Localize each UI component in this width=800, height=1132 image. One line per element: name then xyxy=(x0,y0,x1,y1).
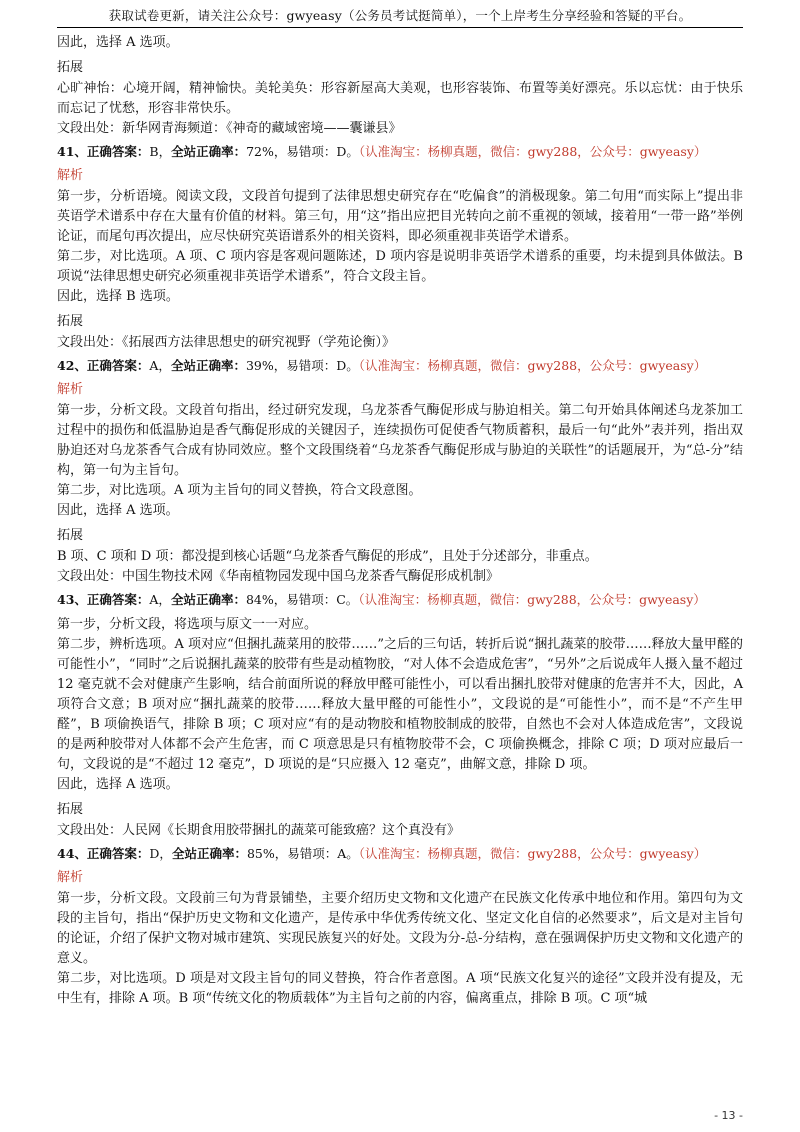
analysis-paragraph: 第一步，分析文段，将选项与原文一一对应。 xyxy=(57,617,318,632)
conclusion: 因此，选择 B 选项。 xyxy=(57,289,179,304)
promo-text: （认准淘宝：杨柳真题，微信：gwy288，公众号：gwyeasy） xyxy=(358,144,707,159)
conclusion: 因此，选择 A 选项。 xyxy=(57,35,179,50)
promo-text: （认准淘宝：杨柳真题，微信：gwy288，公众号：gwyeasy） xyxy=(358,846,707,861)
answer-number: 44、正确答案： xyxy=(57,846,150,861)
promo-text: （认准淘宝：杨柳真题，微信：gwy288，公众号：gwyeasy） xyxy=(358,358,707,373)
extension-text: 心旷神怡：心境开阔，精神愉快。美轮美奂：形容新屋高大美观，也形容装饰、布置等美好漂亮。乐以忘忧：由于快乐而忘记了忧愁，形容非常快乐。 xyxy=(57,81,743,116)
page-header-banner: 获取试卷更新，请关注公众号：gwyeasy（公务员考试挺简单），一个上岸考生分享经验和答疑的平台。 xyxy=(108,8,692,23)
conclusion: 因此，选择 A 选项。 xyxy=(57,777,179,792)
extension-label: 拓展 xyxy=(57,802,84,817)
conclusion: 因此，选择 A 选项。 xyxy=(57,503,179,518)
extension-label: 拓展 xyxy=(57,314,84,329)
extension-label: 拓展 xyxy=(57,528,84,543)
answer-value: A， xyxy=(149,592,171,607)
answer-line-44 xyxy=(57,843,743,865)
analysis-paragraph: 第二步，辨析选项。A 项对应“但捆扎蔬菜用的胶带……”之后的三句话，转折后说“捆扎蔬菜的胶带……释放大量甲醛的可能性小”，“同时”之后说捆扎蔬菜的胶带有些是动植物胶，“对人体不会造成危害”，“另外”之后说成年人摄入量不超过 12 毫克就不会对健康产生影响，结合前面所说的释放甲醛可能性小，可以看出捆扎胶带对健康的危害并不大，因此，A 项符合文意；B 项对应“捆扎蔬菜的胶带……释放大量甲醛的可能性小”，文段说的是“可能性小”，而不是“不产生甲醛”，B 项偷换语气，排除 B 项；C 项对应“有的是动物胶和植物胶制成的胶带，自然也不会对人体造成危害”，文段说的是两种胶带对人体都不会产生危害，而 C 项意思是只有植物胶带不会，C 项偷换概念，排除 C 项；D 项对应最后一句，文段说的是“不超过 12 毫克”，D 项说的是“只应摄入 12 毫克”，曲解文意，排除 D 项。 xyxy=(57,637,743,772)
analysis-label: 解析 xyxy=(57,870,84,885)
page-number: - 13 - xyxy=(714,1109,743,1122)
analysis-paragraph: 第一步，分析文段。文段首句指出，经过研究发现，乌龙茶香气酶促形成与胁迫相关。第二句开始具体阐述乌龙茶加工过程中的损伤和低温胁迫是香气酶促形成的关键因子，连续损伤可促使香气物质蓄积，最后一句“此外”表并列，指出双胁迫还对乌龙茶香气合成有协同效应。整个文段围绕着“乌龙茶香气酶促形成与胁迫的关联性”的话题展开，为“总-分”结构，第一句为主旨句。 xyxy=(57,403,743,478)
source-text: 文段出处：中国生物技术网《华南植物园发现中国乌龙茶香气酶促形成机制》 xyxy=(57,569,500,584)
rate-label: 全站正确率： xyxy=(170,592,246,607)
rate-value: 39%，易错项：D。 xyxy=(245,358,359,373)
rate-value: 84%，易错项：C。 xyxy=(245,592,359,607)
analysis-label: 解析 xyxy=(57,168,84,183)
answer-line-43 xyxy=(57,589,743,611)
answer-number: 41、正确答案： xyxy=(57,144,150,159)
rate-label: 全站正确率： xyxy=(170,358,246,373)
analysis-paragraph: 第一步，分析语境。阅读文段，文段首句提到了法律思想史研究存在“吃偏食”的消极现象。第二句用“而实际上”提出非英语学术谱系中存在大量有价值的材料。第三句，用“这”指出应把目光转向之前不重视的领域，接着用“一带一路”举例论证，而尾句再次提出，应尽快研究英语谱系外的相关资料，即必须重视非英语学术谱系。 xyxy=(57,189,743,244)
extension-label: 拓展 xyxy=(57,60,84,75)
source-text: 文段出处：《拓展西方法律思想史的研究视野（学苑论衡）》 xyxy=(57,335,396,350)
answer-value: A， xyxy=(149,358,171,373)
rate-value: 85%，易错项：A。 xyxy=(246,846,359,861)
analysis-paragraph: 第二步，对比选项。A 项、C 项内容是客观问题陈述，D 项内容是说明非英语学术谱系的重要，均未提到具体做法。B 项说“法律思想史研究必须重视非英语学术谱系”，符合文段主旨。 xyxy=(57,249,743,284)
answer-line-41 xyxy=(57,141,743,163)
rate-label: 全站正确率： xyxy=(171,846,247,861)
analysis-paragraph: 第二步，对比选项。D 项是对文段主旨句的同义替换，符合作者意图。A 项“民族文化复兴的途径”文段并没有提及，无中生有，排除 A 项。B 项“传统文化的物质载体”为主旨句之前的内容，偏离重点，排除 B 项。C 项“城 xyxy=(57,971,743,1006)
source-text: 文段出处：新华网青海频道：《神奇的藏域密境——囊谦县》 xyxy=(57,121,402,136)
answer-value: B， xyxy=(149,144,172,159)
extension-text: B 项、C 项和 D 项：都没提到核心话题“乌龙茶香气酶促的形成”，且处于分述部分，非重点。 xyxy=(57,549,598,564)
answer-value: D， xyxy=(149,846,172,861)
answer-number: 42、正确答案： xyxy=(57,358,150,373)
answer-number: 43、正确答案： xyxy=(57,592,150,607)
analysis-paragraph: 第二步，对比选项。A 项为主旨句的同义替换，符合文段意图。 xyxy=(57,483,422,498)
source-text: 文段出处：人民网《长期食用胶带捆扎的蔬菜可能致癌？这个真没有》 xyxy=(57,823,461,838)
document-body xyxy=(57,33,743,1009)
answer-line-42 xyxy=(57,355,743,377)
analysis-label: 解析 xyxy=(57,382,84,397)
header-rule xyxy=(57,27,743,28)
rate-value: 72%，易错项：D。 xyxy=(246,144,359,159)
rate-label: 全站正确率： xyxy=(171,144,247,159)
promo-text: （认准淘宝：杨柳真题，微信：gwy288，公众号：gwyeasy） xyxy=(358,592,706,607)
analysis-paragraph: 第一步，分析文段。文段前三句为背景铺垫，主要介绍历史文物和文化遗产在民族文化传承中地位和作用。第四句为文段的主旨句，指出“保护历史文物和文化遗产，是传承中华优秀传统文化、坚定文化自信的必然要求”，后文是对主旨句的论证，介绍了保护文物对城市建筑、实现民族复兴的好处。文段为分-总-分结构，意在强调保护历史文物和文化遗产的意义。 xyxy=(57,891,743,966)
